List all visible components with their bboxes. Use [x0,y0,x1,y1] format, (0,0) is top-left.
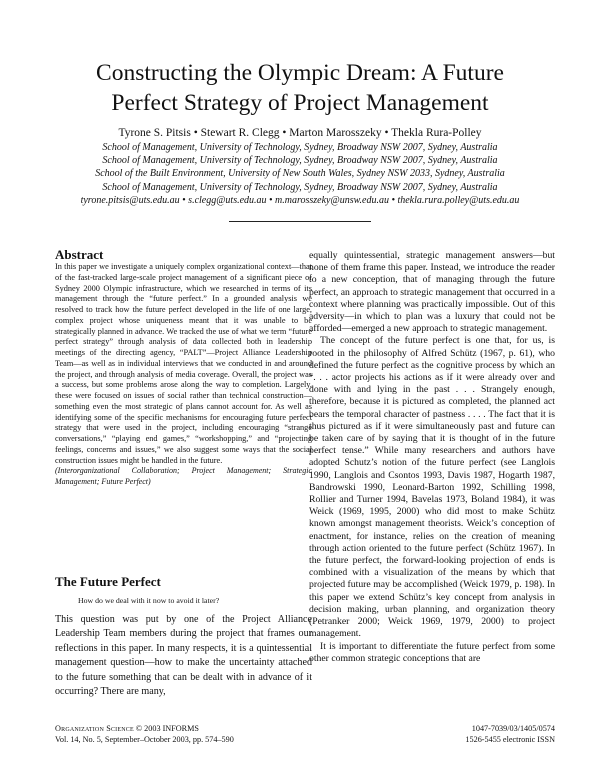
right-column [309,250,555,665]
right-paragraph-3: It is important to differentiate the future perfect from some other common strategic conceptions that are [309,640,555,664]
issn-electronic: 1526-5455 electronic ISSN [465,734,555,744]
right-paragraph-2: The concept of the future perfect is one that, for us, is rooted in the philosophy of Alfred Schütz (1967, p. 61), who defined the future perfect as the cognitive process by which an “. . . actor projects his actions as if it were already over and done with and lying in the past . . . Strangely enough, therefore, because it is pictured as completed, the planned act bears the temporal character of pastness . . . . The fact that it is thus pictured as if it were simultaneously past and future can be taken care of by saying that it is thought of in the future perfect tense.” While many researchers and authors have adopted Schutz’s notion of the future perfect (see Langlois 1990, Langlois and Csontos 1993, Davis 1987, Hogarth 1987, Bandrowski 1990, Leonard-Barton 1992, Schilling 1998, Rollier and Turner 1994, Bavelas 1973, Boland 1984), it was Weick (1969, 1995, 2000) who did most to make Schütz known amongst management theorists. Weick’s conception of enactment, for instance, relies on the creation of meaning through action oriented to the future perfect (Schütz 1967). In the future perfect, the forward-looking projection of ends is combined with a visualization of the means by which that projected future may be accomplished (Weick 1979, p. 198). In this paper we extend Schütz’s key concept from analysis in decision making, urban planning, and organization theory (Petranker 2000; Weick 1969, 1979, 2000) to project management. [309,335,555,640]
abstract-text: In this paper we investigate a uniquely complex organizational context—that of the fast-tracked large-scale project management of a significant piece of Sydney 2000 Olympic infrastructure, which we researched in terms of its management through the “future perfect.” In a grounded analysis we resolved to track how the future perfect developed in the life of one large, complex project whose uniqueness meant that it was unable to be strategically planned in advance. We tracked the use of what we term “future perfect strategy” through analysis of data collected both in leadership meetings of the directing agency, “PALT”—Project Alliance Leadership Team—as well as in individual interviews that we conducted in and around the project, and through analysis of media coverage. Overall, the project was a success, but some problems arose along the way to completion. Largely, these were focused on issues of social rather than technical construction—something even the most strategic of plans cannot account for. As well as identifying some of the specific mechanisms for encouraging future perfect strategy that were used in the project, including encouraging “strange conversations,” “playing end games,” “workshopping,” and “projecting feelings, concerns and issues,” we also suggest some ways that the social construction issues might be handled in the future. [55,262,312,465]
abstract-keywords: (Interorganizational Collaboration; Project Management; Strategic Management; Future Perfect) [55,466,312,486]
copyright: © 2003 INFORMS [135,724,199,733]
title-divider [229,221,371,222]
author-names: Tyrone S. Pitsis • Stewart R. Clegg • Marton Marosszeky • Thekla Rura-Polley [118,127,482,139]
issn-print: 1047-7039/03/1405/0574 [471,724,555,733]
affiliation-2: School of Management, University of Technology, Sydney, Broadway NSW 2007, Sydney, Australia [102,155,498,167]
epigraph: How do we deal with it now to avoid it later? [78,596,220,605]
abstract-section [55,248,312,487]
author-block [40,126,560,207]
future-perfect-text: This question was put by one of the Project Alliance Leadership Team members during the project that frames our reflections in this paper. In many respects, it is a quintessential management question—how to make the uncertainty attached to the future something that can be dealt with in advance of it occurring? There are many, [55,614,312,698]
author-emails: tyrone.pitsis@uts.edu.au • s.clegg@uts.edu.au • m.marosszeky@unsw.edu.au • thekla.rura.polley@uts.edu.au [80,194,520,206]
title-line-1: Constructing the Olympic Dream: A Future [96,60,504,86]
issn-block [465,724,555,745]
affiliation-3: School of the Built Environment, University of New South Wales, Sydney NSW 2033, Sydney, Australia [95,168,505,180]
paper-title [60,58,540,118]
affiliation-4: School of Management, University of Technology, Sydney, Broadway NSW 2007, Sydney, Australia [102,181,498,193]
journal-name: Organization Science [55,724,134,733]
abstract-heading: Abstract [55,247,104,262]
affiliation-1: School of Management, University of Technology, Sydney, Broadway NSW 2007, Sydney, Australia [102,142,498,153]
volume-info: Vol. 14, No. 5, September–October 2003, pp. 574–590 [55,734,234,744]
right-paragraph-1: equally quintessential, strategic management answers—but none of them frame this paper. Instead, we introduce the reader to a new conception, that of managing through the future perfect, an approach to strategic management that occurred in a context where planning was practically impossible. Out of this adversity—in which to plan was a luxury that could not be afforded—emerged a new approach to strategic management. [309,250,555,335]
title-line-2: Perfect Strategy of Project Management [111,90,489,116]
journal-citation [55,724,234,745]
section-heading-future-perfect: The Future Perfect [55,574,161,589]
